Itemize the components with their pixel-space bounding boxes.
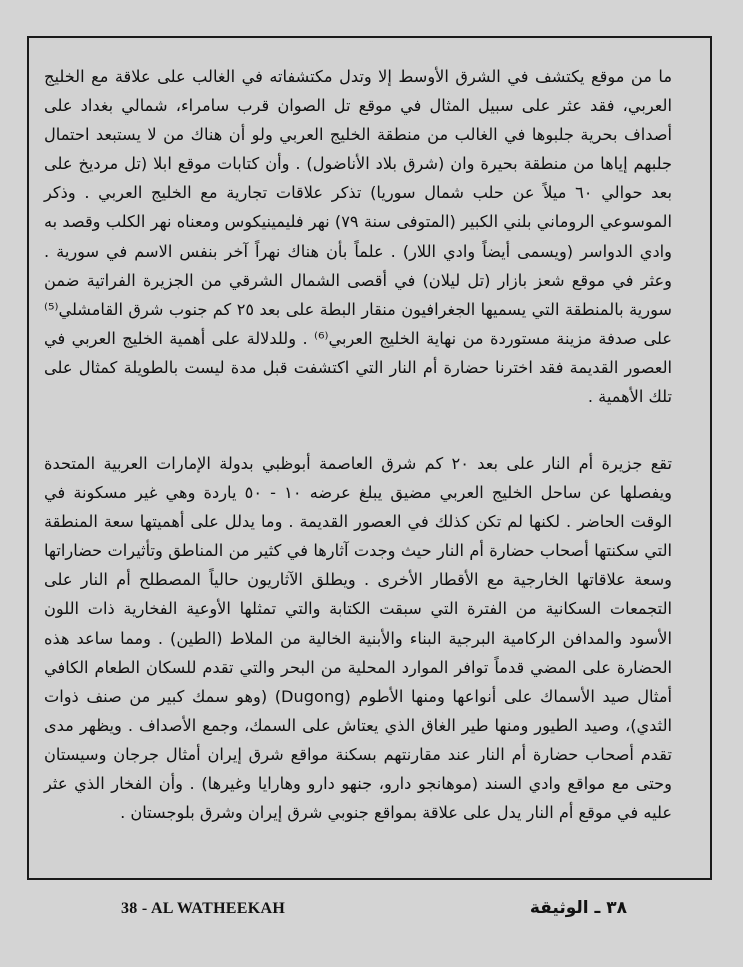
page-footer xyxy=(0,896,743,926)
paragraph-2-text: تقع جزيرة أم النار على بعد ٢٠ كم شرق العاصمة أبوظبي بدولة الإمارات العربية المتحدة ويفصلها عن ساحل الخليج العربي مضيق يبلغ عرضه ١٠ - ٥٠ ياردة وهي غير مسكونة في الوقت الحاضر . لكنها لم تكن كذلك في العصور القديمة . وما يدلل على أهميتها سعة المنطقة التي سكنتها أصحاب حضارة أم النار حيث وجدت آثارها في كثير من المناطق وتأثيرات حضاراتها وسعة علاقاتها الخارجية مع الأقطار الأخرى . ويطلق الآثاريون حالياً المصطلح أم النار على التجمعات السكانية من الفترة التي سبقت الكتابة والتي تمثلها الأوعية الفخارية ذات اللون الأسود والمدافن الركامية البرجية البناء والأبنية الخالية من الملاط (الطين) . ومما ساعد هذه الحضارة على المضي قدماً توافر الموارد المحلية من البحر والتي تقدم للسكان الطعام الكافي أمثال صيد الأسماك على أنواعها ومنها الأطوم (Dugong) (وهو سمك كبير من صنف ذوات الثدي)، وصيد الطيور ومنها طير الغاق الذي يعتاش على السمك، وجمع الأصداف . ويظهر مدى تقدم أصحاب حضارة أم النار عند مقارنتهم بسكنة مواقع شرق إيران أمثال جرجان وسيستان وحتى مع مواقع وادي السند (موهانجو دارو، جنهو دارو وهارايا وغيرها) . وأن الفخار الذي عثر عليه في موقع أم النار يدل على علاقة بمواقع جنوبي شرق إيران وشرق بلوجستان . xyxy=(44,454,672,823)
footer-page-number-arabic: ٣٨ ـ الوثيقة xyxy=(529,898,627,918)
footer-page-number-english: 38 - AL WATHEEKAH xyxy=(121,900,286,917)
article-paragraph-1 xyxy=(44,62,672,411)
paragraph-1-text: ما من موقع يكتشف في الشرق الأوسط إلا وتدل مكتشفاته في الغالب على علاقة مع الخليج العربي، فقد عثر على سبيل المثال في موقع تل الصوان قرب سامراء، شمالي بغداد على أصداف بحرية جلبوها في الغالب من منطقة الخليج العربي ولو أن هناك من لا يستبعد احتمال جلبهم إياها من منطقة بحيرة وان (شرق بلاد الأناضول) . وأن كتابات موقع ابلا (تل مرديخ على بعد حوالي ٦٠ ميلاً عن حلب شمال سوريا) تذكر علاقات تجارية مع الخليج العربي . وذكر الموسوعي الروماني بلني الكبير (المتوفى سنة ٧٩) نهر فليمينيكوس ومعناه نهر الكلب وقصد به وادي الدواسر (ويسمى أيضاً وادي اللار) . علماً بأن هناك نهراً آخر بنفس الاسم في سورية . وعثر في موقع شعز بازار (تل ليلان) في أقصى الشمال الشرقي من الجزيرة الفراتية ضمن سورية بالمنطقة التي يسميها الجغرافيون منقار البطة على بعد ٢٥ كم جنوب شرق القامشلي⁽⁵⁾ على صدفة مزينة مستوردة من نهاية الخليج العربي⁽⁶⁾ . وللدلالة على أهمية الخليج العربي في العصور القديمة فقد اخترنا حضارة أم النار التي اكتشفت قبل مدة ليست بالطويلة كمثال على تلك الأهمية . xyxy=(44,67,672,407)
article-paragraph-2 xyxy=(44,449,672,827)
